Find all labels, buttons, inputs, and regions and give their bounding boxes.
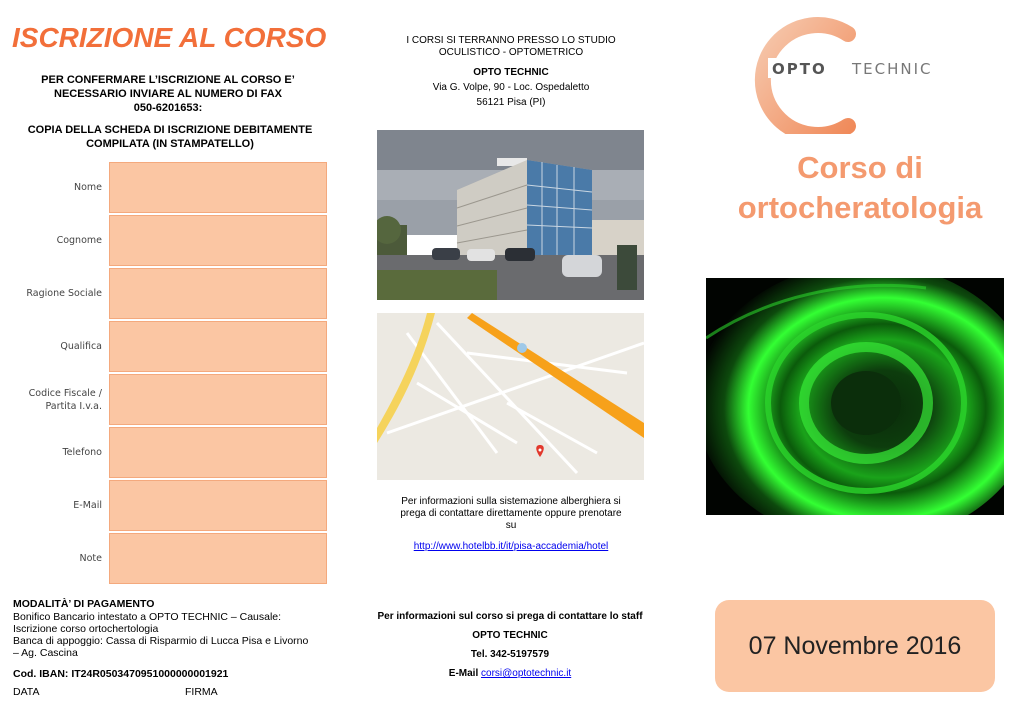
copy-line-2: COMPILATA (IN STAMPATELLO) <box>86 138 254 150</box>
field-label-qualifica: Qualifica <box>60 341 102 352</box>
venue-intro-line-2: OCULISTICO - OPTOMETRICO <box>438 47 584 58</box>
payment-line-1: Bonifico Bancario intestato a OPTO TECHNIC – Causale: <box>13 611 282 623</box>
date-label: DATA <box>13 686 40 698</box>
confirm-instructions <box>18 73 318 115</box>
form-row-note <box>10 533 327 584</box>
course-date: 07 Novembre 2016 <box>748 631 962 660</box>
field-label-codice-fiscale-line2: Partita I.v.a. <box>45 400 102 412</box>
iban-code: Cod. IBAN: IT24R0503470951000000001921 <box>13 668 229 680</box>
qualifica-field[interactable] <box>109 321 327 372</box>
venue-intro-line-1: I CORSI SI TERRANNO PRESSO LO STUDIO <box>406 35 616 46</box>
field-label-nome: Nome <box>73 182 102 193</box>
payment-line-4: – Ag. Cascina <box>13 647 78 659</box>
field-label-email: E-Mail <box>73 500 102 511</box>
cognome-field[interactable] <box>109 215 327 266</box>
signature-label: FIRMA <box>185 686 218 698</box>
hotel-link[interactable]: http://www.hotelbb.it/it/pisa-accademia/hotel <box>413 541 609 552</box>
confirm-line-2: NECESSARIO INVIARE AL NUMERO DI FAX <box>54 88 282 100</box>
course-title-line-1: Corso di <box>797 150 923 185</box>
field-label-codice-fiscale <box>10 374 102 425</box>
payment-title: MODALITÀ’ DI PAGAMENTO <box>13 598 155 610</box>
email-label: E-Mail <box>448 668 479 679</box>
contact-phone: Tel. 342-5197579 <box>470 649 550 660</box>
copy-instructions <box>5 123 335 151</box>
contact-company-name: OPTO TECHNIC <box>472 630 548 641</box>
hotel-info <box>386 496 636 532</box>
telefono-field[interactable] <box>109 427 327 478</box>
location-map <box>377 313 644 480</box>
venue-intro <box>380 35 642 59</box>
venue-address-street: Via G. Volpe, 90 - Loc. Ospedaletto <box>432 82 590 93</box>
nome-field[interactable] <box>109 162 327 213</box>
form-row-nome <box>10 162 327 213</box>
opto-technic-logo <box>738 16 978 134</box>
hotel-info-line-3: su <box>505 520 517 531</box>
form-row-codice-fiscale <box>10 374 327 425</box>
form-row-ragione-sociale <box>10 268 327 319</box>
email-link[interactable]: corsi@optotechnic.it <box>481 668 572 679</box>
building-photo <box>377 130 644 300</box>
venue-company-name: OPTO TECHNIC <box>473 67 549 78</box>
course-title-line-2: ortocheratologia <box>737 190 983 225</box>
fax-number: 050-6201653: <box>133 102 203 114</box>
hotel-info-line-1: Per informazioni sulla sistemazione alberghiera si <box>401 496 621 507</box>
hotel-info-line-2: prega di contattare direttamente oppure prenotare <box>400 508 622 519</box>
confirm-line-1: PER CONFERMARE L’ISCRIZIONE AL CORSO E’ <box>41 74 295 86</box>
field-label-telefono: Telefono <box>62 447 102 458</box>
payment-line-3: Banca di appoggio: Cassa di Risparmio di Lucca Pisa e Livorno <box>13 635 309 647</box>
payment-line-2: Iscrizione corso ortochertologia <box>13 623 159 635</box>
form-row-cognome <box>10 215 327 266</box>
email-field[interactable] <box>109 480 327 531</box>
form-row-telefono <box>10 427 327 478</box>
note-field[interactable] <box>109 533 327 584</box>
staff-contact-info: Per informazioni sul corso si prega di contattare lo staff <box>377 611 643 622</box>
form-title: ISCRIZIONE AL CORSO <box>12 22 327 53</box>
course-date-box <box>715 600 995 692</box>
venue-address-city: 56121 Pisa (PI) <box>476 97 546 108</box>
ortho-lens-image <box>706 278 1004 515</box>
copy-line-1: COPIA DELLA SCHEDA DI ISCRIZIONE DEBITAMENTE <box>27 124 313 136</box>
contact-email <box>360 668 660 679</box>
field-label-codice-fiscale-line1: Codice Fiscale / <box>28 387 102 399</box>
ragione-sociale-field[interactable] <box>109 268 327 319</box>
logo-opto-text: OPTO <box>772 60 827 78</box>
logo-technic-text: TECHNIC <box>852 60 933 78</box>
codice-fiscale-field[interactable] <box>109 374 327 425</box>
field-label-ragione-sociale: Ragione Sociale <box>26 288 102 299</box>
course-title <box>710 148 1010 228</box>
form-row-qualifica <box>10 321 327 372</box>
field-label-cognome: Cognome <box>56 235 102 246</box>
form-row-email <box>10 480 327 531</box>
field-label-note: Note <box>79 553 102 564</box>
